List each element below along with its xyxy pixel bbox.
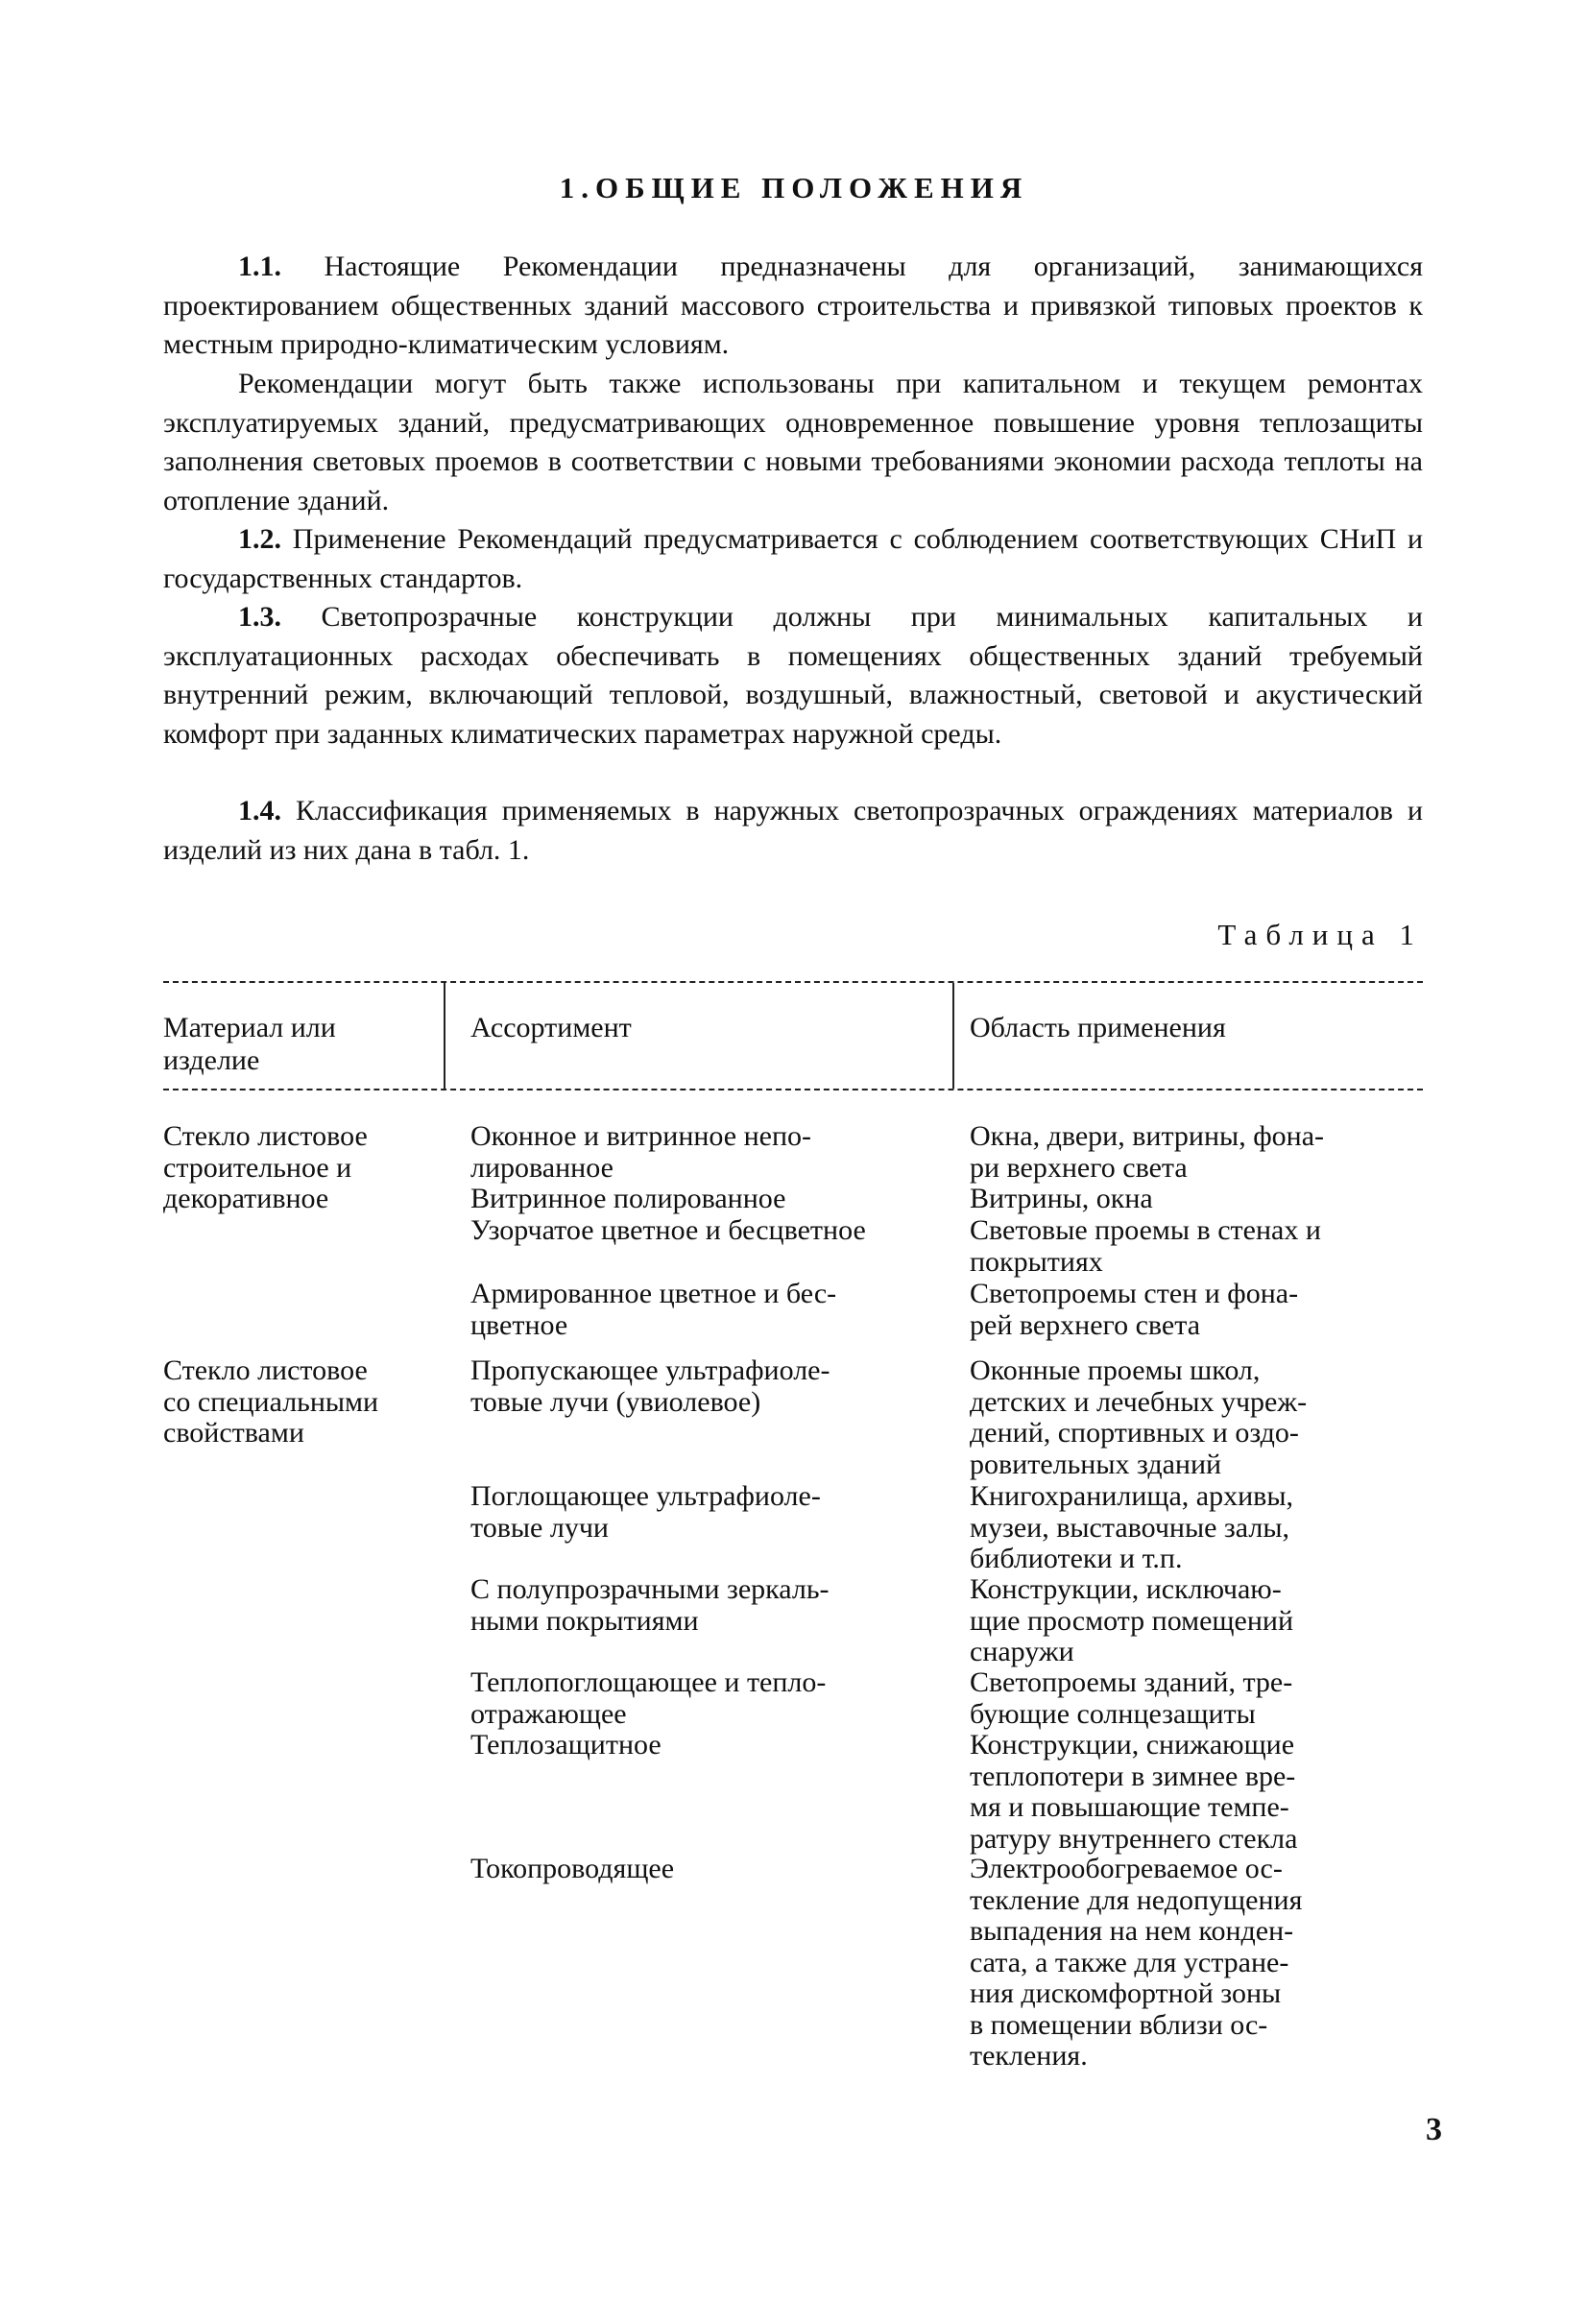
paragraph-text: Настоящие Рекомендации предназначены для организаций, занимающихся проектированием общественных зданий массового строительства и привязкой типовых проектов к местным природно-климатическим условиям. xyxy=(163,251,1423,360)
cell-assortment: Теплопоглощающее и тепло- отражающее xyxy=(470,1666,827,1730)
cell-application: Светопроемы зданий, тре- бующие солнцезащиты xyxy=(970,1666,1293,1730)
paragraph-number: 1.3. xyxy=(238,601,281,633)
paragraph-1-2 xyxy=(163,520,1423,598)
cell-material: Стекло листовое со специальными свойствами xyxy=(163,1354,379,1449)
paragraph-1-1-cont xyxy=(163,365,1423,520)
paragraph-1-1 xyxy=(163,248,1423,365)
cell-application: Книгохранилища, архивы, музеи, выставочные залы, библиотеки и т.п. xyxy=(970,1480,1293,1574)
cell-application: Окна, двери, витрины, фона- ри верхнего света xyxy=(970,1120,1324,1184)
paragraph-number: 1.4. xyxy=(238,795,281,827)
cell-assortment: Узорчатое цветное и бесцветное xyxy=(470,1214,866,1246)
cell-application: Конструкции, снижающие теплопотери в зимнее вре- мя и повышающие темпе- ратуру внутреннего стекла xyxy=(970,1729,1298,1855)
paragraph-text: Рекомендации могут быть также использованы при капитальном и текущем ремонтах эксплуатируемых зданий, предусматривающих одновременное повышение уровня теплозащиты заполнения световых проемов в соответствии с новыми требованиями экономии расхода теплоты на отопление зданий. xyxy=(163,368,1423,516)
cell-application: Оконные проемы школ, детских и лечебных учреж- дений, спортивных и оздо- ровительных зданий xyxy=(970,1354,1308,1480)
paragraph-number: 1.2. xyxy=(238,523,281,555)
page-number: 3 xyxy=(1426,2112,1442,2147)
paragraph-text: Применение Рекомендаций предусматривается с соблюдением соответствующих СНиП и государственных стандартов. xyxy=(163,523,1423,594)
table-caption: Таблица 1 xyxy=(1217,918,1423,951)
column-divider xyxy=(952,983,954,1089)
cell-assortment: С полупрозрачными зеркаль- ными покрытиями xyxy=(470,1573,830,1637)
table-header-rule xyxy=(163,1089,1423,1090)
paragraph-text: Классификация применяемых в наружных светопрозрачных ограждениях материалов и изделий из них дана в табл. 1. xyxy=(163,795,1423,866)
section-title: 1.ОБЩИЕ ПОЛОЖЕНИЯ xyxy=(559,171,1029,204)
paragraph-text: Светопрозрачные конструкции должны при минимальных капитальных и эксплуатационных расходах обеспечивать в помещениях общественных зданий требуемый внутренний режим, включающий тепловой, воздушный, влажностный, световой и акустический комфорт при заданных климатических параметрах наружной среды. xyxy=(163,601,1423,750)
header-assortment: Ассортимент xyxy=(470,1012,632,1043)
header-application: Область применения xyxy=(970,1012,1226,1043)
cell-application: Конструкции, исключаю- щие просмотр помещений снаружи xyxy=(970,1573,1294,1667)
cell-application: Витрины, окна xyxy=(970,1183,1153,1214)
cell-assortment: Теплозащитное xyxy=(470,1729,662,1761)
cell-assortment: Токопроводящее xyxy=(470,1853,675,1884)
table-top-rule xyxy=(163,981,1423,983)
paragraph-1-3 xyxy=(163,598,1423,754)
cell-assortment: Пропускающее ультрафиоле- товые лучи (увиолевое) xyxy=(470,1354,830,1418)
cell-assortment: Поглощающее ультрафиоле- товые лучи xyxy=(470,1480,821,1544)
cell-assortment: Армированное цветное и бес- цветное xyxy=(470,1278,837,1341)
cell-application: Электрообогреваемое ос- текление для недопущения выпадения на нем конден- сата, а также для устране- ния дискомфортной зоны в помещении вблизи ос- текления. xyxy=(970,1853,1303,2072)
cell-material: Стекло листовое строительное и декоративное xyxy=(163,1120,368,1214)
header-material: Материал или изделие xyxy=(163,1012,336,1076)
column-divider xyxy=(444,983,445,1089)
paragraph-number: 1.1. xyxy=(238,251,281,282)
cell-assortment: Оконное и витринное непо- лированное xyxy=(470,1120,812,1184)
cell-assortment: Витринное полированное xyxy=(470,1183,786,1214)
paragraph-1-4 xyxy=(163,792,1423,870)
cell-application: Светопроемы стен и фона- рей верхнего света xyxy=(970,1278,1299,1341)
cell-application: Световые проемы в стенах и покрытиях xyxy=(970,1214,1321,1278)
